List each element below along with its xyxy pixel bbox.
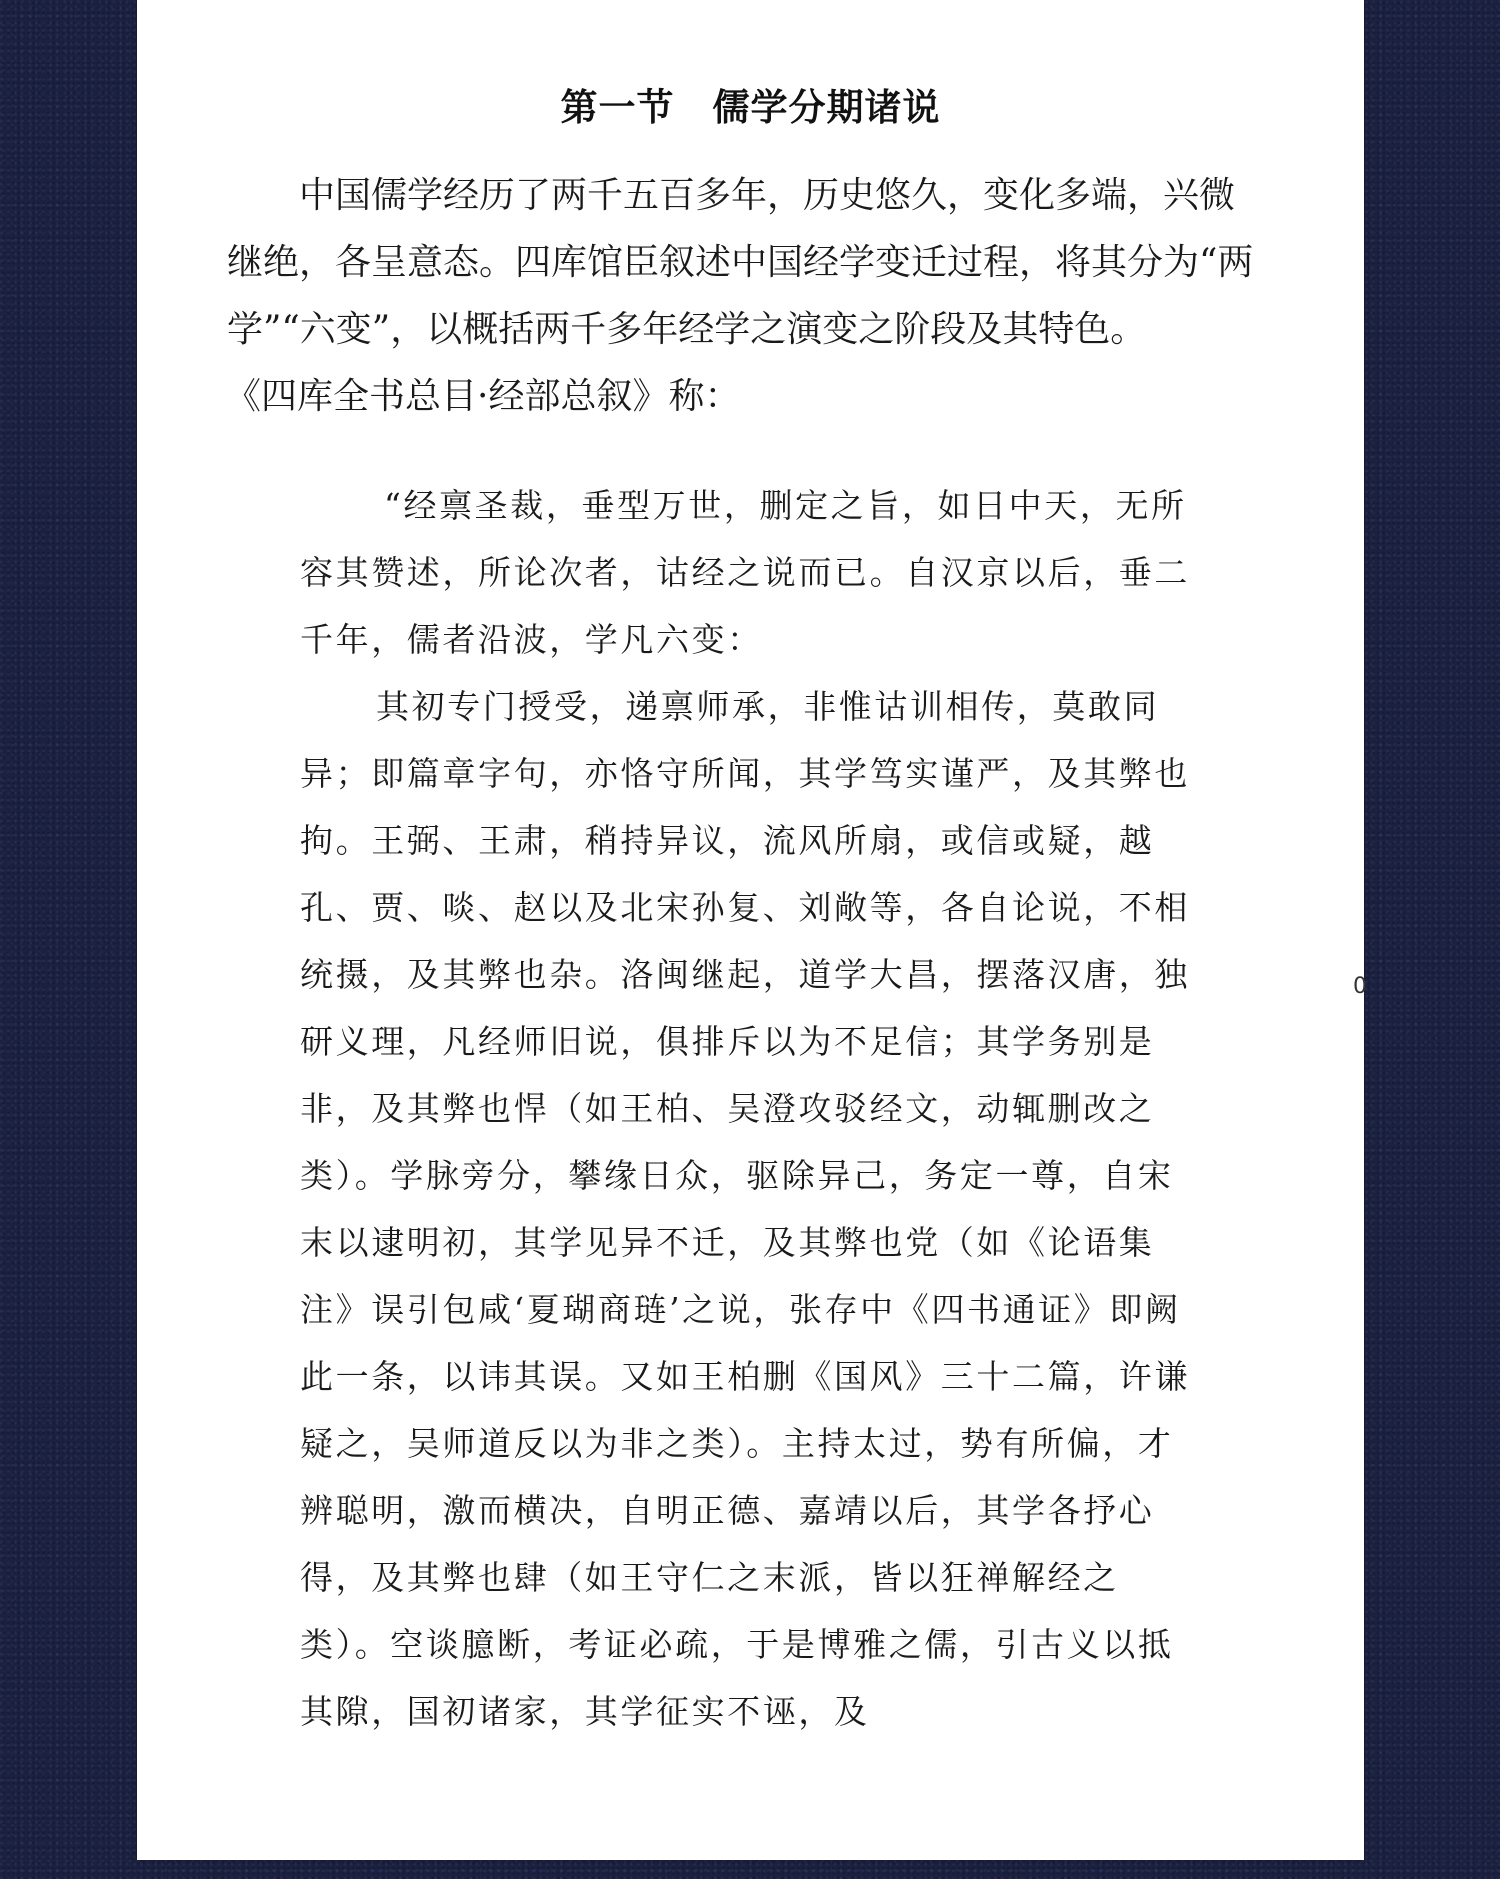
citation-line: 《四库全书总目·经部总叙》称： — [225, 376, 741, 417]
quote-paragraph-1: “经禀圣裁，垂型万世，删定之旨，如日中天，无所容其赞述，所论次者，诂经之说而已。自汉京以后，垂二千年，儒者沿波，学凡六变： — [300, 486, 1190, 659]
section-title: 第一节 儒学分期诸说 — [560, 86, 941, 129]
book-page — [137, 0, 1364, 1860]
intro-paragraph: 中国儒学经历了两千五百多年，历史悠久，变化多端，兴微继绝，各呈意态。四库馆臣叙述中国经学变迁过程，将其分为“两学”“六变”，以概括两千多年经学之演变之阶段及其特色。 — [227, 175, 1254, 350]
edge-mark: 0 — [1353, 974, 1367, 999]
intro-text — [227, 162, 1267, 430]
quote-paragraph-2: 其初专门授受，递禀师承，非惟诂训相传，莫敢同异；即篇章字句，亦恪守所闻，其学笃实谨严，及其弊也拘。王弼、王肃，稍持异议，流风所扇，或信或疑，越孔、贾、啖、赵以及北宋孙复、刘敞等，各自论说，不相统摄，及其弊也杂。洛闽继起，道学大昌，摆落汉唐，独研义理，凡经师旧说，俱排斥以为不足信；其学务别是非，及其弊也悍（如王柏、吴澄攻驳经文，动辄删改之类）。学脉旁分，攀缘日众，驱除异己，务定一尊，自宋末以逮明初，其学见异不迁，及其弊也党（如《论语集注》误引包咸‘夏瑚商琏’之说，张存中《四书通证》即阙此一条，以讳其误。又如王柏删《国风》三十二篇，许谦疑之，吴师道反以为非之类）。主持太过，势有所偏，才辨聪明，激而横决，自明正德、嘉靖以后，其学各抒心得，及其弊也肆（如王守仁之末派，皆以狂禅解经之类）。空谈臆断，考证必疏，于是博雅之儒，引古义以抵其隙，国初诸家，其学征实不诬，及 — [300, 687, 1190, 1731]
block-quote — [300, 472, 1200, 1745]
